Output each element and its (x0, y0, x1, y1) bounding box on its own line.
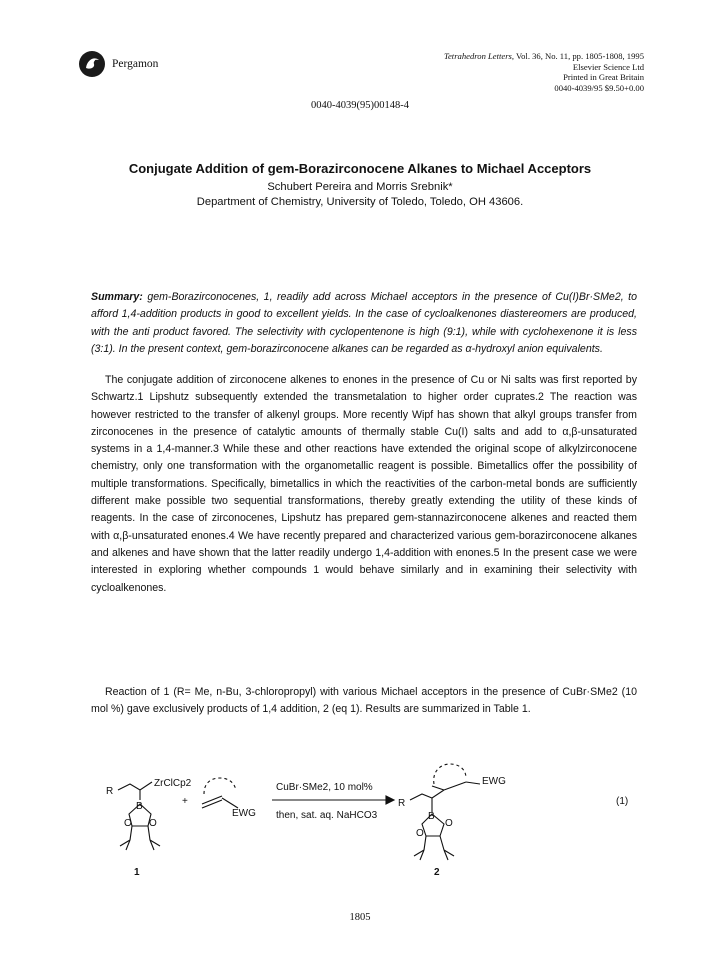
conditions-catalyst: CuBr·SMe2, 10 mol% (276, 782, 373, 793)
pergamon-logo-icon (78, 50, 106, 78)
compound-2-boron: B (428, 811, 435, 822)
plus-sign: + (182, 796, 188, 807)
author-affiliation: Department of Chemistry, University of Toledo, Toledo, OH 43606. (196, 196, 524, 208)
copyright-line: Elsevier Science Ltd (572, 61, 644, 72)
ewg-product: EWG (482, 776, 506, 787)
journal-citation-line (384, 51, 644, 62)
summary-label: Summary: (91, 291, 143, 303)
summary-text: gem-Borazirconocenes, 1, readily add across Michael acceptors in the presence of Cu(I)Br·SMe2, to afford 1,4-addition products in good to excellent yields. In the case of cycloalkenones diastereomers are produced, with the anti product favored. The selectivity with cyclopentenone is high (9:1), while with cyclohexenone it is less (3:1). In the present context, gem-borazirconocene alkanes can be regarded as α-hydroxyl anion equivalents. (91, 291, 637, 356)
printed-line: Printed in Great Britain (563, 72, 644, 83)
compound-1-r-group: R (106, 786, 114, 797)
equation-number: (1) (616, 796, 629, 807)
compound-2-oxygen-left: O (416, 828, 424, 839)
journal-citation: , Vol. 36, No. 11, pp. 1805-1808, 1995 (511, 51, 644, 61)
ewg-reactant: EWG (232, 808, 256, 819)
doi-code: 0040-4039(95)00148-4 (311, 100, 409, 111)
compound-2-oxygen-right: O (445, 818, 453, 829)
journal-name: Tetrahedron Letters (444, 51, 512, 61)
compound-1-oxygen-right: O (149, 818, 157, 829)
article-title: Conjugate Addition of gem-Borazirconocene Alkanes to Michael Acceptors (128, 161, 592, 176)
body-paragraph-1 (91, 372, 637, 597)
body-paragraph-2 (91, 684, 637, 719)
compound-1-oxygen-left: O (124, 818, 132, 829)
compound-2-label: 2 (434, 867, 440, 878)
article-authors: Schubert Pereira and Morris Srebnik* (267, 181, 453, 193)
journal-info (384, 51, 644, 93)
compound-1-boron: B (136, 801, 143, 812)
publisher-name: Pergamon (112, 58, 159, 70)
body-paragraph-1-text: The conjugate addition of zirconocene alkenes to enones in the presence of Cu or Ni salts was first reported by Schwartz.1 Lipshutz subsequently extended the transmetalation to higher order cuprates.2 The reaction was however restricted to the transfer of alkenyl groups. More recently Wipf has shown that alkyl groups transfer from zirconocenes in the presence of catalytic amounts of thermally stable Cu(I) salts and add to α,β-unsaturated systems in a 1,4-manner.3 While these and other reactions have extended the original scope of alkylzirconocene chemistry, only one transformation with the organometallic reagent is possible. Bimetallics offer the possibility of multiple transformations. Specifically, bimetallics in which the reactivities of the carbon-metal bonds are sufficiently different make possible two sequential transformations, thereby greatly extending the utility of these kinds of reagents. In the case of zirconocenes, Lipshutz has prepared gem-stannazirconocene alkenes and reacted them with α,β-unsaturated enones.4 We have recently prepared and characterized various gem-borazirconocene alkanes and alkenes and have shown that the latter readily undergo 1,4-addition with enones.5 In the present case we were interested in exploring whether compounds 1 would behave similarly and in examining their selectivity with cycloalkenones. (91, 374, 637, 594)
reaction-scheme (96, 760, 656, 880)
compound-2-r-group: R (398, 798, 406, 809)
page-number: 1805 (349, 912, 371, 923)
compound-1-label: 1 (134, 867, 140, 878)
summary-paragraph (91, 289, 637, 359)
conditions-workup: then, sat. aq. NaHCO3 (276, 810, 378, 821)
issn-price-line: 0040-4039/95 $9.50+0.00 (554, 82, 644, 93)
compound-1-zirconium-group: ZrClCp2 (154, 778, 192, 789)
body-paragraph-2-text: Reaction of 1 (R= Me, n-Bu, 3-chloropropyl) with various Michael acceptors in the presence of CuBr·SMe2 (10 mol %) gave exclusively products of 1,4 addition, 2 (eq 1). Results are summarized in Table 1. (91, 686, 637, 716)
